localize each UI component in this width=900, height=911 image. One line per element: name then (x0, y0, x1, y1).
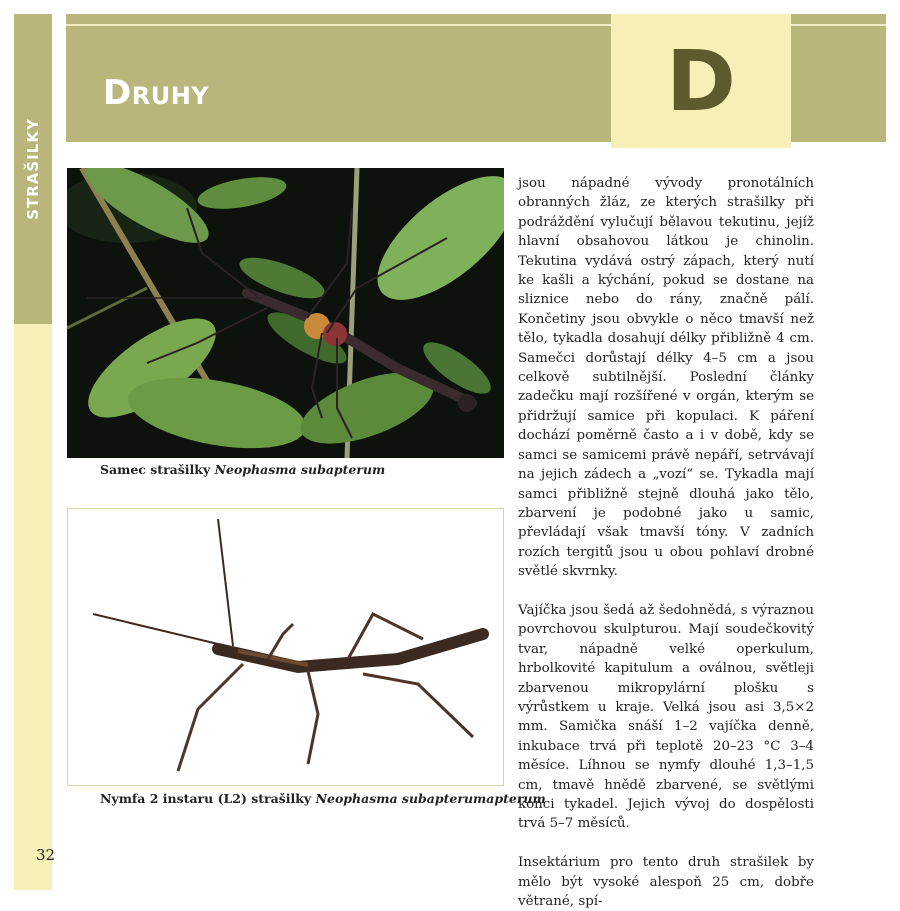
sidebar-section-label (14, 14, 52, 324)
caption-text: Nymfa 2 instaru (L2) strašilky (100, 791, 312, 806)
chapter-title: Druhy (103, 73, 210, 113)
photo-nymph-stick-insect (67, 508, 504, 786)
page-number: 32 (36, 846, 56, 864)
paragraph: jsou nápadné vývody pronotálních obranných žláz, ze kterých strašilky při podráždění vylučují bělavou tekutinu, jejíž hlavní obsahovou látkou je chinolin. Tekutina vydává ostrý zápach, který nutí ke kašli a kýchání, pokud se dostane na sliznice nebo do rány, značně pálí. Končetiny jsou obvykle o něco tmavší než tělo, tykadla dosahují délky přibližně 4 cm. Samečci dorůstají délky 4–5 cm a jsou celkově subtilnější. Poslední články zadečku mají rozšířené v orgán, kterým se přidržují samice při kopulaci. K páření dochází poměrně často a i v době, kdy se samci se samicemi právě nepáří, setrvávají na jejich zádech a „vozí“ se. Tykadla mají samci přibližně stejně dlouhá jako tělo, zbarvení je podobné jako u samic, převládají však tmavší tóny. V zadních rozích tergitů jsou u obou pohlaví drobné světlé skvrnky. (518, 176, 814, 580)
photo-caption-nymph (100, 791, 546, 806)
photo-caption-male (100, 462, 385, 477)
caption-species: Neophasma subapterum (214, 462, 386, 477)
chapter-letter: D (666, 32, 736, 130)
photo-male-stick-insect (67, 168, 504, 458)
paragraph: Insektárium pro tento druh strašilek by mělo být vysoké alespoň 25 cm, dobře větrané, spí- (518, 855, 814, 909)
caption-text: Samec strašilky (100, 462, 211, 477)
chapter-letter-box (611, 14, 791, 148)
body-text-column (518, 174, 814, 911)
section-label-text: STRAŠILKY (24, 118, 42, 220)
paragraph: Vajíčka jsou šedá až šedohnědá, s výraznou povrchovou skulpturou. Mají soudečkovitý tvar, nápadně velké operkulum, hrbolkovité kapitulum a oválnou, světleji zbarvenou mikropylární plošku s výrůstkem u kraje. Velká jsou asi 3,5×2 mm. Samička snáší 1–2 vajíčka denně, inkubace trvá při teplotě 20–23 °C 3–4 měsíce. Líhnou se nymfy dlouhé 1,3–1,5 cm, tmavě hnědě zbarvené, se světlými konci tykadel. Jejich vývoj do dospělosti trvá 5–7 měsíců. (518, 602, 814, 832)
caption-species: Neophasma subapterumapterum (315, 791, 546, 806)
